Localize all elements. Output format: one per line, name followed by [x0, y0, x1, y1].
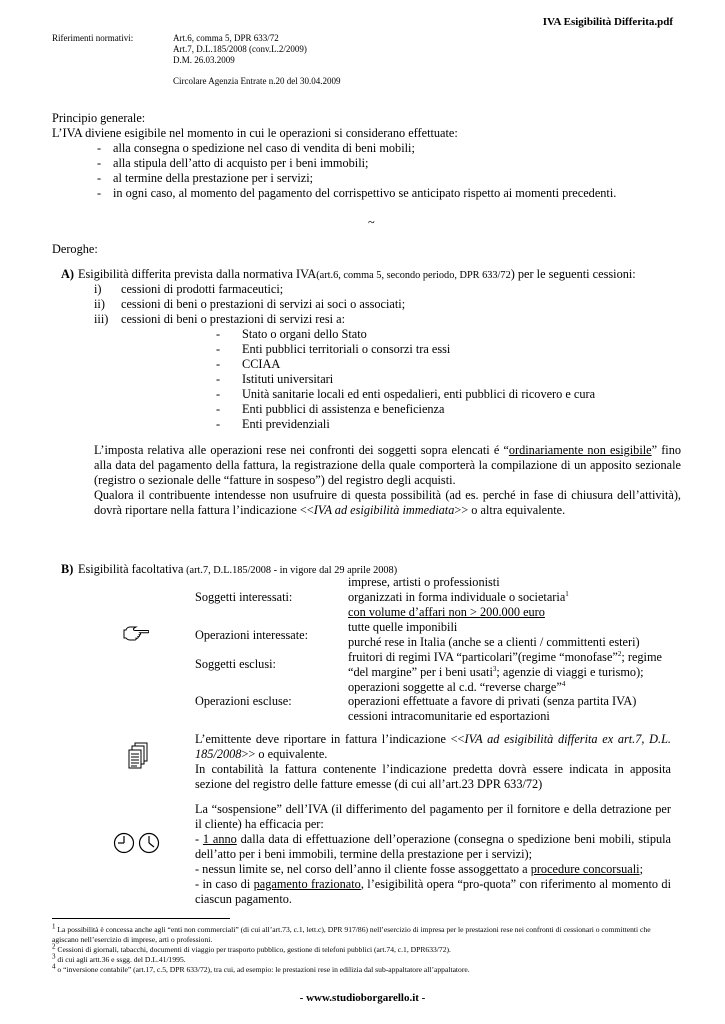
a-paragraph-1: L’imposta relativa alle operazioni rese nei confronti dei soggetti sopra elencati é “ordinariamente non esigibile” fino alla data del pagamento della fattura, la registrazione della quale comporterà la compilazione di un apposito sezionale (registro o sezionale delle “fatture in sospeso”) del registro degli acquisti.: [94, 443, 681, 487]
list-dash: -: [216, 402, 221, 416]
list-dash: -: [216, 357, 221, 371]
table-value: fruitori di regimi IVA “particolari”(regime “monofase”$^2$; regime: [348, 649, 662, 664]
b-list-item: - 1 anno dalla data di effettuazione dell’operazione (consegna o spedizione beni mobili, stipula dell’atto per i beni immobili, termine della prestazione per i servizi);: [195, 832, 671, 861]
table-value: imprese, artisti o professionisti: [348, 575, 500, 589]
pointing-hand-icon: [123, 625, 149, 646]
riferimento-item: Art.6, comma 5, DPR 633/72: [173, 33, 279, 43]
b-list-item: - in caso di pagamento frazionato, l’esigibilità opera “pro-quota” con riferimento al momento di ciascun pagamento.: [195, 877, 672, 906]
table-value: purché rese in Italia (anche se a clienti / committenti esteri): [348, 635, 640, 649]
list-dash: -: [216, 372, 221, 386]
table-value: con volume d’affari non > 200.000 euro: [348, 605, 545, 619]
a-subitem: Stato o organi dello Stato: [242, 327, 367, 341]
list-dash: -: [97, 171, 102, 185]
section-a-title: Esigibilità differita prevista dalla normativa IVA(art.6, comma 5, secondo periodo, DPR 633/72) per le seguenti cessioni:: [78, 267, 636, 281]
a-subitem: Enti previdenziali: [242, 417, 330, 431]
a-item-num: iii): [94, 312, 109, 326]
footer-website: - www.studioborgarello.it -: [299, 992, 426, 1004]
a-item-num: ii): [94, 297, 105, 311]
a-paragraph-2: Qualora il contribuente intendesse non usufruire di questa possibilità (ad es. perché in fase di chiusura dell’attività), dovrà riportare nella fattura l’indicazione <<IVA ad esigibilità immediata>> o altra equivalente.: [94, 488, 681, 517]
list-dash: -: [97, 186, 102, 200]
riferimento-item: D.M. 26.03.2009: [173, 55, 235, 65]
list-dash: -: [216, 387, 221, 401]
section-separator: ~: [368, 215, 375, 229]
list-item: al termine della prestazione per i servizi;: [113, 171, 314, 185]
table-value: organizzati in forma individuale o societaria$^1$: [348, 589, 569, 604]
principio-heading: Principio generale:: [52, 111, 146, 125]
footnote: $^3$ di cui agli artt.36 e ssgg. del D.L.41/1995.: [52, 952, 186, 964]
riferimenti-label: Riferimenti normativi:: [52, 33, 134, 43]
table-value: cessioni intracomunitarie ed esportazioni: [348, 709, 550, 723]
section-b-title: Esigibilità facoltativa (art.7, D.L.185/2008 - in vigore dal 29 aprile 2008): [78, 562, 398, 576]
a-item-num: i): [94, 282, 102, 296]
b-paragraph-1b: In contabilità la fattura contenente l’indicazione predetta dovrà essere indicata in apposita sezione del registro delle fatture emesse (di cui all’art.23 DPR 633/72): [195, 762, 671, 791]
documents-icon: [128, 742, 148, 775]
riferimento-item: Art.7, D.L.185/2008 (conv.L.2/2009): [173, 44, 307, 54]
a-item: cessioni di beni o prestazioni di servizi resi a:: [121, 312, 346, 326]
table-label: Soggetti esclusi:: [195, 657, 276, 671]
b-list-item: - nessun limite se, nel corso dell’anno il cliente fosse assoggettato a procedure concorsuali;: [195, 862, 644, 876]
a-subitem: Enti pubblici di assistenza e beneficienza: [242, 402, 445, 416]
list-dash: -: [216, 342, 221, 356]
footnote: $^1$ La possibilità è concessa anche agli “enti non commerciali” (di cui all’art.73, c.1, lett.c), DPR 917/86) nell’esercizio di impresa per le prestazioni rese nei confronti di cessionari o committenti che agiscano nell’esercizio di imprese, arti o professioni.: [52, 922, 651, 944]
list-dash: -: [97, 141, 102, 155]
section-a-label: A): [61, 267, 74, 281]
a-item: cessioni di prodotti farmaceutici;: [121, 282, 284, 296]
a-subitem: Istituti universitari: [242, 372, 334, 386]
a-subitem: CCIAA: [242, 357, 281, 371]
footnote: $^2$ Cessioni di giornali, tabacchi, documenti di viaggio per trasporto pubblico, gestione di telefoni pubblici (art.74, c.1, DPR633/72).: [52, 942, 451, 954]
list-dash: -: [216, 327, 221, 341]
footnote-divider: [52, 918, 230, 919]
b-paragraph-2: La “sospensione” dell’IVA (il differimento del pagamento per il fornitore e della detrazione per il cliente) ha efficacia per:: [195, 802, 671, 831]
principio-intro: L’IVA diviene esigibile nel momento in cui le operazioni si considerano effettuate:: [52, 126, 458, 140]
table-label: Soggetti interessati:: [195, 590, 293, 604]
clock-icon: [113, 832, 161, 859]
table-value: tutte quelle imponibili: [348, 620, 458, 634]
list-item: alla consegna o spedizione nel caso di vendita di beni mobili;: [113, 141, 415, 155]
list-item: in ogni caso, al momento del pagamento del corrispettivo se anticipato rispetto ai momenti precedenti.: [113, 186, 617, 200]
a-subitem: Unità sanitarie locali ed enti ospedalieri, enti pubblici di ricovero e cura: [242, 387, 596, 401]
table-label: Operazioni escluse:: [195, 694, 292, 708]
document-title: IVA Esigibilità Differita.pdf: [542, 16, 673, 28]
b-paragraph-1: L’emittente deve riportare in fattura l’indicazione <<IVA ad esigibilità differita ex art.7, D.L. 185/2008>> o equivalente.: [195, 732, 671, 761]
a-item: cessioni di beni o prestazioni di servizi ai soci o associati;: [121, 297, 406, 311]
table-value: “del margine” per i beni usati$^3$; agenzie di viaggi e turismo);: [348, 664, 644, 679]
table-value: operazioni effettuate a favore di privati (senza partita IVA): [348, 694, 637, 708]
section-b-label: B): [61, 562, 74, 576]
list-dash: -: [216, 417, 221, 431]
footnote: $^4$ o “inversione contabile” (art.17, c.5, DPR 633/72), tra cui, ad esempio: le prestazioni rese in edilizia dal sub-appaltatore all’appaltatore.: [52, 962, 470, 974]
a-subitem: Enti pubblici territoriali o consorzi tra essi: [242, 342, 451, 356]
deroghe-heading: Deroghe:: [52, 242, 98, 256]
circolare-ref: Circolare Agenzia Entrate n.20 del 30.04.2009: [173, 76, 341, 86]
table-value: operazioni soggette al c.d. “reverse charge”$^4$: [348, 679, 566, 694]
table-label: Operazioni interessate:: [195, 628, 309, 642]
list-item: alla stipula dell’atto di acquisto per i beni immobili;: [113, 156, 369, 170]
list-dash: -: [97, 156, 102, 170]
